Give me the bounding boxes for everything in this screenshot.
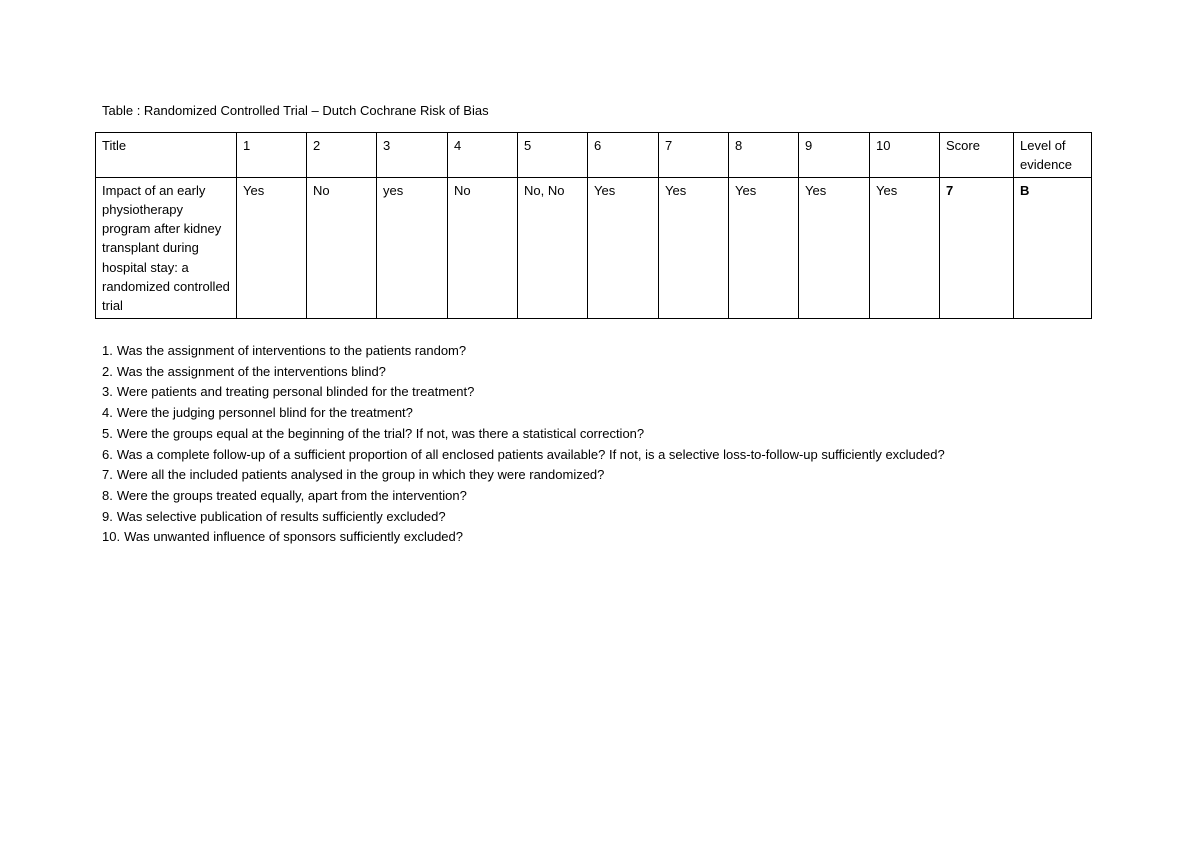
list-item [102, 382, 945, 403]
header-cell-6: 6 [588, 133, 659, 178]
question-text: Were all the included patients analysed in the group in which they were randomized? [116, 467, 605, 483]
cell-answer-7: Yes [659, 177, 729, 318]
question-text: Was a complete follow-up of a sufficient proportion of all enclosed patients available? If not, is a selective loss-to-follow-up sufficiently excluded? [116, 446, 945, 462]
question-number: 2. [102, 363, 113, 379]
cell-score: 7 [940, 177, 1014, 318]
question-list [102, 341, 945, 548]
header-cell-1: 1 [237, 133, 307, 178]
question-text: Were the judging personnel blind for the treatment? [116, 405, 413, 421]
cell-answer-3: yes [377, 177, 448, 318]
question-text: Was selective publication of results sufficiently excluded? [116, 508, 446, 524]
table-caption: Table : Randomized Controlled Trial – Dutch Cochrane Risk of Bias [102, 103, 489, 118]
question-text: Was the assignment of interventions to the patients random? [116, 343, 467, 358]
cell-title: Impact of an early physiotherapy program after kidney transplant during hospital stay: a randomized controlled trial [96, 177, 237, 318]
question-number: 10. [102, 529, 121, 545]
question-number: 6. [102, 446, 113, 462]
table-row [96, 177, 1092, 318]
cell-answer-5: No, No [518, 177, 588, 318]
header-cell-4: 4 [448, 133, 518, 178]
list-item [102, 507, 945, 528]
cell-answer-6: Yes [588, 177, 659, 318]
list-item [102, 527, 945, 548]
question-number: 3. [102, 384, 113, 400]
list-item [102, 424, 945, 445]
header-cell-5: 5 [518, 133, 588, 178]
header-cell-2: 2 [307, 133, 377, 178]
list-item [102, 362, 945, 383]
list-item [102, 341, 945, 362]
question-text: Were the groups treated equally, apart from the intervention? [116, 487, 467, 503]
cell-answer-10: Yes [870, 177, 940, 318]
question-number: 4. [102, 405, 113, 421]
cell-answer-8: Yes [729, 177, 799, 318]
question-text: Were the groups equal at the beginning of the trial? If not, was there a statistical correction? [116, 425, 645, 441]
question-text: Was unwanted influence of sponsors sufficiently excluded? [124, 529, 463, 545]
list-item [102, 465, 945, 486]
risk-of-bias-table [95, 132, 1092, 319]
header-cell-score: Score [940, 133, 1014, 178]
question-text: Was the assignment of the interventions blind? [116, 363, 386, 379]
question-number: 1. [102, 343, 113, 358]
cell-answer-1: Yes [237, 177, 307, 318]
header-cell-9: 9 [799, 133, 870, 178]
cell-answer-9: Yes [799, 177, 870, 318]
list-item [102, 486, 945, 507]
question-text: Were patients and treating personal blinded for the treatment? [116, 384, 475, 400]
question-number: 7. [102, 467, 113, 483]
question-number: 9. [102, 508, 113, 524]
cell-level: B [1014, 177, 1092, 318]
table-header-row [96, 133, 1092, 178]
list-item [102, 445, 945, 466]
header-cell-8: 8 [729, 133, 799, 178]
header-cell-10: 10 [870, 133, 940, 178]
header-cell-3: 3 [377, 133, 448, 178]
cell-answer-2: No [307, 177, 377, 318]
question-number: 5. [102, 425, 113, 441]
header-cell-7: 7 [659, 133, 729, 178]
question-number: 8. [102, 487, 113, 503]
header-cell-title: Title [96, 133, 237, 178]
list-item [102, 403, 945, 424]
cell-answer-4: No [448, 177, 518, 318]
header-cell-level: Level of evidence [1014, 133, 1092, 178]
